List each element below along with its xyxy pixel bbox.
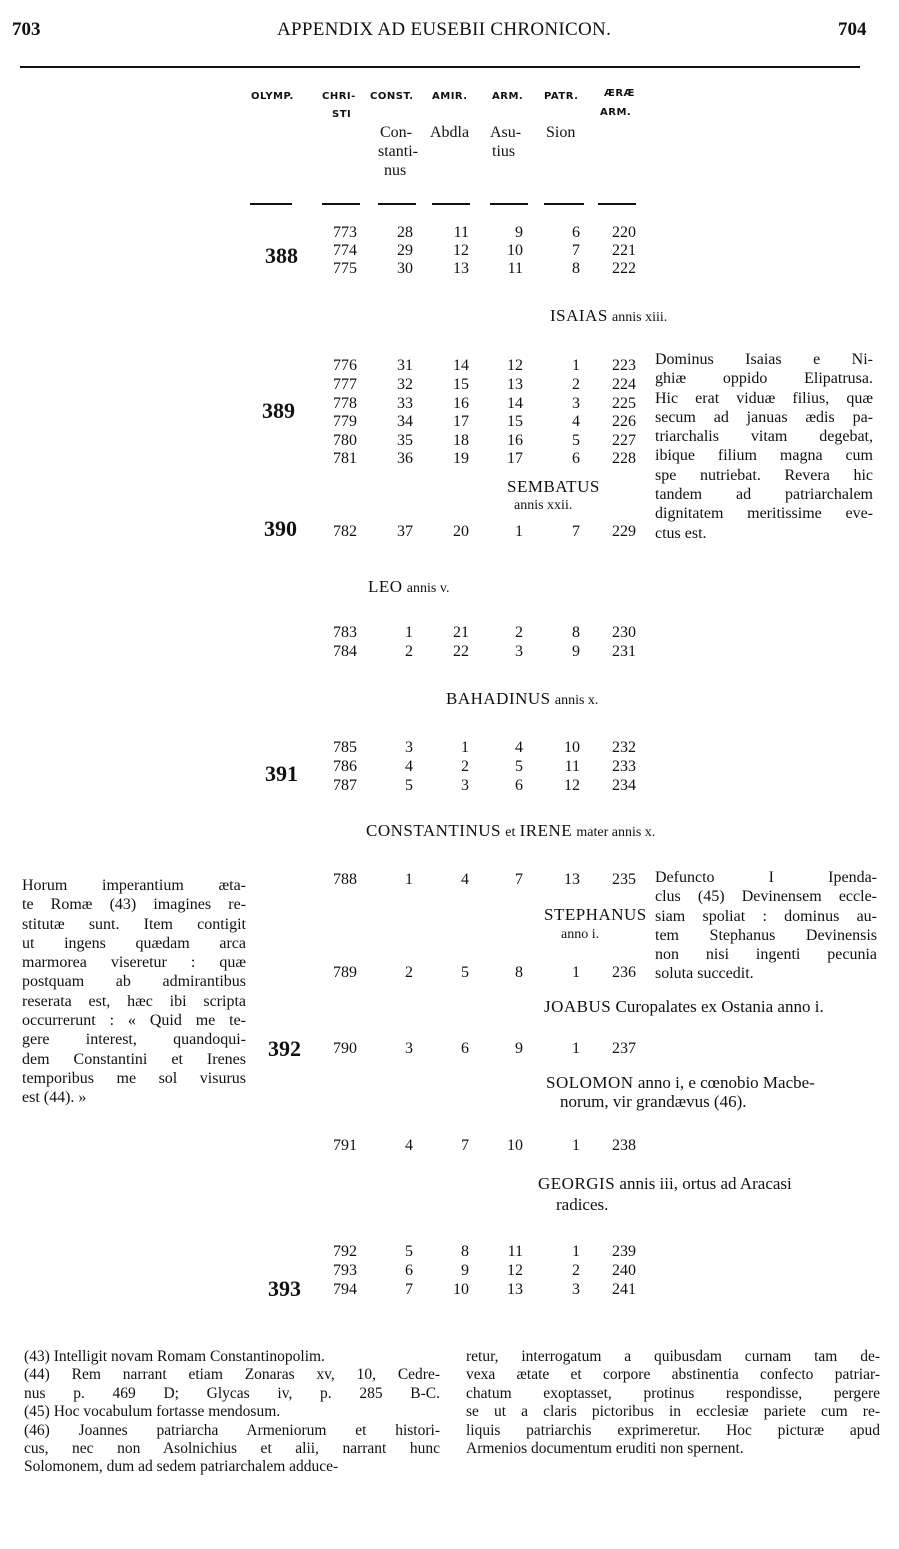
cell-christi: 778 (333, 395, 357, 412)
header-dash (544, 203, 584, 205)
cell-patr: 9 (572, 643, 580, 660)
cell-arm: 17 (507, 450, 523, 467)
emperor-name: CONSTANTINUS (366, 821, 501, 840)
text-line: soluta succedit. (655, 965, 754, 983)
cell-const: 2 (405, 964, 413, 981)
text-line: Horum imperantium æta- (22, 877, 246, 894)
col-const-name: Con- (380, 124, 412, 141)
cell-patr: 12 (564, 777, 580, 794)
page-number-left: 703 (12, 19, 41, 40)
text-line: gere interest, quandoqui- (22, 1031, 246, 1049)
cell-christi: 792 (333, 1243, 357, 1260)
text-line: temporibus me sol visurus (22, 1069, 246, 1087)
cell-patr: 11 (564, 758, 580, 775)
cell-arm: 9 (515, 1040, 523, 1057)
emir-name: BAHADINUS (446, 689, 551, 708)
text-line: ctus est. (655, 524, 707, 542)
cell-aerae: 239 (612, 1243, 636, 1260)
note-left-margin (22, 876, 246, 1108)
cell-arm: 6 (515, 777, 523, 794)
col-arm-header: ARM. (492, 91, 524, 102)
cell-arm: 1 (515, 523, 523, 540)
cell-aerae: 224 (612, 376, 636, 393)
text-line: ghiæ oppido Elipatrusa. (655, 370, 873, 388)
cell-christi: 787 (333, 777, 357, 794)
cell-const: 35 (397, 432, 413, 449)
cell-amir: 13 (453, 260, 469, 277)
text-line: chatum exoptasset, protinus respondisse, pergere (466, 1384, 880, 1402)
col-christi-header-2: STI (332, 109, 352, 120)
header-dash (432, 203, 470, 205)
section-leo (368, 578, 449, 596)
cell-christi: 780 (333, 432, 357, 449)
text-line: clus (45) Devinensem eccle- (655, 888, 877, 906)
cell-aerae: 234 (612, 777, 636, 794)
cell-amir: 10 (453, 1281, 469, 1298)
cell-aerae: 236 (612, 964, 636, 981)
cell-const: 31 (397, 357, 413, 374)
section-text: anno i, e cœnobio Macbe- (637, 1073, 815, 1092)
cell-const: 3 (405, 739, 413, 756)
cell-const: 4 (405, 758, 413, 775)
cell-const: 28 (397, 224, 413, 241)
col-amir-name: Abdla (430, 124, 470, 141)
cell-patr: 6 (572, 224, 580, 241)
col-const-header: CONST. (370, 91, 414, 102)
cell-const: 33 (397, 395, 413, 412)
cell-arm: 13 (507, 376, 523, 393)
cell-amir: 3 (461, 777, 469, 794)
text-line: liquis patriarchis exprimeretur. Hoc picturæ apud (466, 1421, 880, 1439)
section-georgis (538, 1175, 792, 1192)
cell-christi: 788 (333, 871, 357, 888)
cell-patr: 13 (564, 871, 580, 888)
col-arm-name: tius (492, 143, 516, 160)
cell-const: 36 (397, 450, 413, 467)
olympiad-number: 393 (268, 1276, 301, 1301)
page-number-right: 704 (838, 19, 867, 40)
cell-arm: 4 (515, 739, 523, 756)
reign-length: annis v. (406, 581, 450, 596)
note-stephanus (655, 868, 877, 984)
cell-const: 37 (397, 523, 413, 540)
cell-const: 29 (397, 242, 413, 259)
reign-length: annis xxii. (514, 498, 573, 513)
reign-length: anno i. (561, 927, 600, 942)
cell-amir: 14 (453, 357, 469, 374)
cell-arm: 10 (507, 1137, 523, 1154)
section-joabus (544, 998, 824, 1015)
cell-aerae: 233 (612, 758, 636, 775)
cell-patr: 3 (572, 395, 580, 412)
cell-patr: 7 (572, 242, 580, 259)
section-isaias (550, 307, 667, 325)
section-sembatus (507, 478, 600, 495)
cell-aerae: 222 (612, 260, 636, 277)
col-patr-name: Sion (546, 124, 576, 141)
cell-christi: 775 (333, 260, 357, 277)
cell-aerae: 240 (612, 1262, 636, 1279)
cell-christi: 774 (333, 242, 357, 259)
olympiad-number: 390 (264, 516, 297, 541)
cell-amir: 8 (461, 1243, 469, 1260)
cell-christi: 789 (333, 964, 357, 981)
cell-const: 5 (405, 1243, 413, 1260)
cell-patr: 10 (564, 739, 580, 756)
text-line: secum ad januas ædis pa- (655, 408, 873, 426)
col-aerae-header: ÆRÆ (604, 88, 635, 99)
section-stephanus (544, 906, 647, 923)
cell-patr: 1 (572, 964, 580, 981)
patriarch-name: STEPHANUS (544, 905, 647, 924)
text-line: (43) Intelligit novam Romam Constantinopolim. (24, 1348, 325, 1365)
cell-amir: 5 (461, 964, 469, 981)
cell-amir: 21 (453, 624, 469, 641)
patriarch-name: GEORGIS (538, 1174, 616, 1193)
cell-amir: 1 (461, 739, 469, 756)
cell-patr: 2 (572, 1262, 580, 1279)
text-line: dem Constantini et Irenes (22, 1050, 246, 1068)
cell-christi: 773 (333, 224, 357, 241)
cell-amir: 16 (453, 395, 469, 412)
reign-length: annis xiii. (612, 310, 668, 325)
text-line: ibique filium magna cum (655, 447, 873, 465)
olympiad-number: 392 (268, 1036, 301, 1061)
cell-christi: 776 (333, 357, 357, 374)
cell-christi: 791 (333, 1137, 357, 1154)
text-line: te Romæ (43) imagines re- (22, 896, 246, 914)
cell-const: 30 (397, 260, 413, 277)
cell-aerae: 229 (612, 523, 636, 540)
text-line: vexa ætate et corpore abstinentia confecto patriar- (466, 1366, 880, 1384)
col-patr-header: PATR. (544, 91, 579, 102)
text-line: Solomonem, dum ad sedem patriarchalem adduce- (24, 1458, 339, 1476)
col-christi-header: CHRI- (322, 91, 356, 102)
cell-amir: 4 (461, 871, 469, 888)
text-line: marmorea viseretur : quæ (22, 954, 246, 972)
col-const-name: stanti- (378, 143, 418, 160)
section-text: radices. (556, 1195, 609, 1214)
cell-const: 5 (405, 777, 413, 794)
cell-arm: 3 (515, 643, 523, 660)
text-line: (46) Joannes patriarcha Armeniorum et histori- (24, 1421, 440, 1439)
text-line: tem Stephanus Devinensis (655, 926, 877, 944)
olympiad-number: 391 (265, 761, 298, 786)
cell-const: 6 (405, 1262, 413, 1279)
cell-aerae: 238 (612, 1137, 636, 1154)
cell-aerae: 235 (612, 871, 636, 888)
text-line: triarchalis vitam degebat, (655, 428, 873, 446)
cell-arm: 14 (507, 395, 523, 412)
cell-arm: 7 (515, 871, 523, 888)
cell-const: 32 (397, 376, 413, 393)
header-dash (250, 203, 292, 205)
text-line: Armenios documentum eruditi non spernent. (466, 1439, 744, 1457)
text-line: (45) Hoc vocabulum fortasse mendosum. (24, 1403, 281, 1421)
cell-arm: 11 (507, 1243, 523, 1260)
cell-aerae: 241 (612, 1281, 636, 1298)
cell-aerae: 220 (612, 224, 636, 241)
emperor-name: LEO (368, 577, 403, 596)
col-olymp-header: OLYMP. (251, 91, 294, 102)
text-line: reserata est, hæc ibi scripta (22, 992, 246, 1010)
text-line: dignitatem meritissime eve- (655, 505, 873, 523)
text-line: tandem ad patriarchalem (655, 486, 873, 504)
cell-arm: 16 (507, 432, 523, 449)
cell-patr: 6 (572, 450, 580, 467)
section-solomon (546, 1074, 815, 1091)
cell-amir: 22 (453, 643, 469, 660)
cell-patr: 4 (572, 413, 580, 430)
cell-aerae: 227 (612, 432, 636, 449)
cell-arm: 2 (515, 624, 523, 641)
cell-const: 7 (405, 1281, 413, 1298)
patriarch-name: SOLOMON (546, 1073, 634, 1092)
cell-christi: 793 (333, 1262, 357, 1279)
cell-amir: 11 (453, 224, 469, 241)
text-line: cus, nec non Asolnichius et alii, narrant hunc (24, 1439, 440, 1457)
cell-patr: 8 (572, 260, 580, 277)
cell-christi: 783 (333, 624, 357, 641)
cell-christi: 782 (333, 523, 357, 540)
col-arm-name: Asu- (490, 124, 522, 141)
cell-patr: 5 (572, 432, 580, 449)
col-aerae-header-2: ARM. (600, 107, 632, 118)
text-line: ut ingens quædam arca (22, 934, 246, 952)
text-line: postquam ab admirantibus (22, 973, 246, 991)
cell-amir: 17 (453, 413, 469, 430)
text-line: retur, interrogatum a quibusdam curnam tam de- (466, 1348, 880, 1365)
cell-patr: 3 (572, 1281, 580, 1298)
cell-aerae: 221 (612, 242, 636, 259)
cell-patr: 1 (572, 1243, 580, 1260)
cell-amir: 2 (461, 758, 469, 775)
cell-patr: 2 (572, 376, 580, 393)
king-name: SEMBATUS (507, 477, 600, 496)
cell-aerae: 226 (612, 413, 636, 430)
empress-name: IRENE (519, 821, 573, 840)
text-line: (44) Rem narrant etiam Zonaras xv, 10, Cedre- (24, 1366, 440, 1384)
cell-aerae: 231 (612, 643, 636, 660)
cell-christi: 777 (333, 376, 357, 393)
olympiad-number: 389 (262, 398, 295, 423)
cell-aerae: 225 (612, 395, 636, 412)
col-amir-header: AMIR. (432, 91, 468, 102)
cell-amir: 20 (453, 523, 469, 540)
cell-amir: 7 (461, 1137, 469, 1154)
cell-christi: 786 (333, 758, 357, 775)
cell-amir: 19 (453, 450, 469, 467)
col-const-name: nus (384, 162, 407, 179)
text-line: spe nutriebat. Revera hic (655, 466, 873, 484)
header-dash (490, 203, 528, 205)
section-text: norum, vir grandævus (46). (560, 1092, 747, 1111)
emir-name: JOABUS (544, 997, 612, 1016)
conjunction: et (505, 825, 516, 840)
cell-const: 1 (405, 624, 413, 641)
cell-const: 2 (405, 643, 413, 660)
reign-length: mater annis x. (576, 825, 656, 840)
text-line: Hic erat viduæ filius, quæ (655, 389, 873, 407)
cell-patr: 1 (572, 1137, 580, 1154)
cell-christi: 785 (333, 739, 357, 756)
cell-const: 34 (397, 413, 413, 430)
cell-arm: 12 (507, 357, 523, 374)
text-line: non nisi ingenti pecunia (655, 946, 877, 964)
patriarch-name: ISAIAS (550, 306, 608, 325)
text-line: est (44). » (22, 1089, 87, 1107)
cell-patr: 8 (572, 624, 580, 641)
section-bahadinus (446, 690, 598, 708)
cell-const: 3 (405, 1040, 413, 1057)
text-line: Dominus Isaias e Ni- (655, 351, 873, 368)
cell-arm: 9 (515, 224, 523, 241)
cell-christi: 779 (333, 413, 357, 430)
cell-christi: 784 (333, 643, 357, 660)
cell-aerae: 232 (612, 739, 636, 756)
text-line: Defuncto I Ipenda- (655, 869, 877, 886)
cell-aerae: 223 (612, 357, 636, 374)
note-isaias (655, 350, 873, 543)
running-title: APPENDIX AD EUSEBII CHRONICON. (277, 19, 612, 40)
cell-arm: 8 (515, 964, 523, 981)
cell-patr: 1 (572, 1040, 580, 1057)
text-line: stitutæ sunt. Item contigit (22, 915, 246, 933)
cell-christi: 781 (333, 450, 357, 467)
cell-amir: 6 (461, 1040, 469, 1057)
cell-amir: 12 (453, 242, 469, 259)
cell-arm: 15 (507, 413, 523, 430)
header-rule (20, 66, 860, 68)
cell-christi: 790 (333, 1040, 357, 1057)
cell-const: 4 (405, 1137, 413, 1154)
cell-aerae: 230 (612, 624, 636, 641)
cell-amir: 18 (453, 432, 469, 449)
reign-length: Curopalates ex Ostania anno i. (615, 997, 824, 1016)
cell-aerae: 228 (612, 450, 636, 467)
olympiad-number: 388 (265, 243, 298, 268)
text-line: se ut a claris pictoribus in ecclesiæ pariete cum re- (466, 1403, 880, 1421)
cell-amir: 15 (453, 376, 469, 393)
cell-arm: 13 (507, 1281, 523, 1298)
header-dash (322, 203, 360, 205)
cell-aerae: 237 (612, 1040, 636, 1057)
cell-patr: 1 (572, 357, 580, 374)
text-line: nus p. 469 D; Glycas iv, p. 285 B-C. (24, 1384, 440, 1402)
cell-arm: 5 (515, 758, 523, 775)
text-line: occurrerunt : « Quid me te- (22, 1012, 246, 1030)
text-line: siam spoliat : dominus au- (655, 907, 877, 925)
cell-christi: 794 (333, 1281, 357, 1298)
cell-arm: 11 (507, 260, 523, 277)
cell-const: 1 (405, 871, 413, 888)
cell-arm: 12 (507, 1262, 523, 1279)
cell-patr: 7 (572, 523, 580, 540)
cell-arm: 10 (507, 242, 523, 259)
reign-length: annis x. (554, 693, 599, 708)
section-constantinus (366, 822, 655, 840)
footnotes-left (24, 1348, 440, 1477)
section-text: annis iii, ortus ad Aracasi (619, 1174, 792, 1193)
header-dash (598, 203, 636, 205)
footnotes-right (466, 1348, 880, 1458)
cell-amir: 9 (461, 1262, 469, 1279)
header-dash (378, 203, 416, 205)
